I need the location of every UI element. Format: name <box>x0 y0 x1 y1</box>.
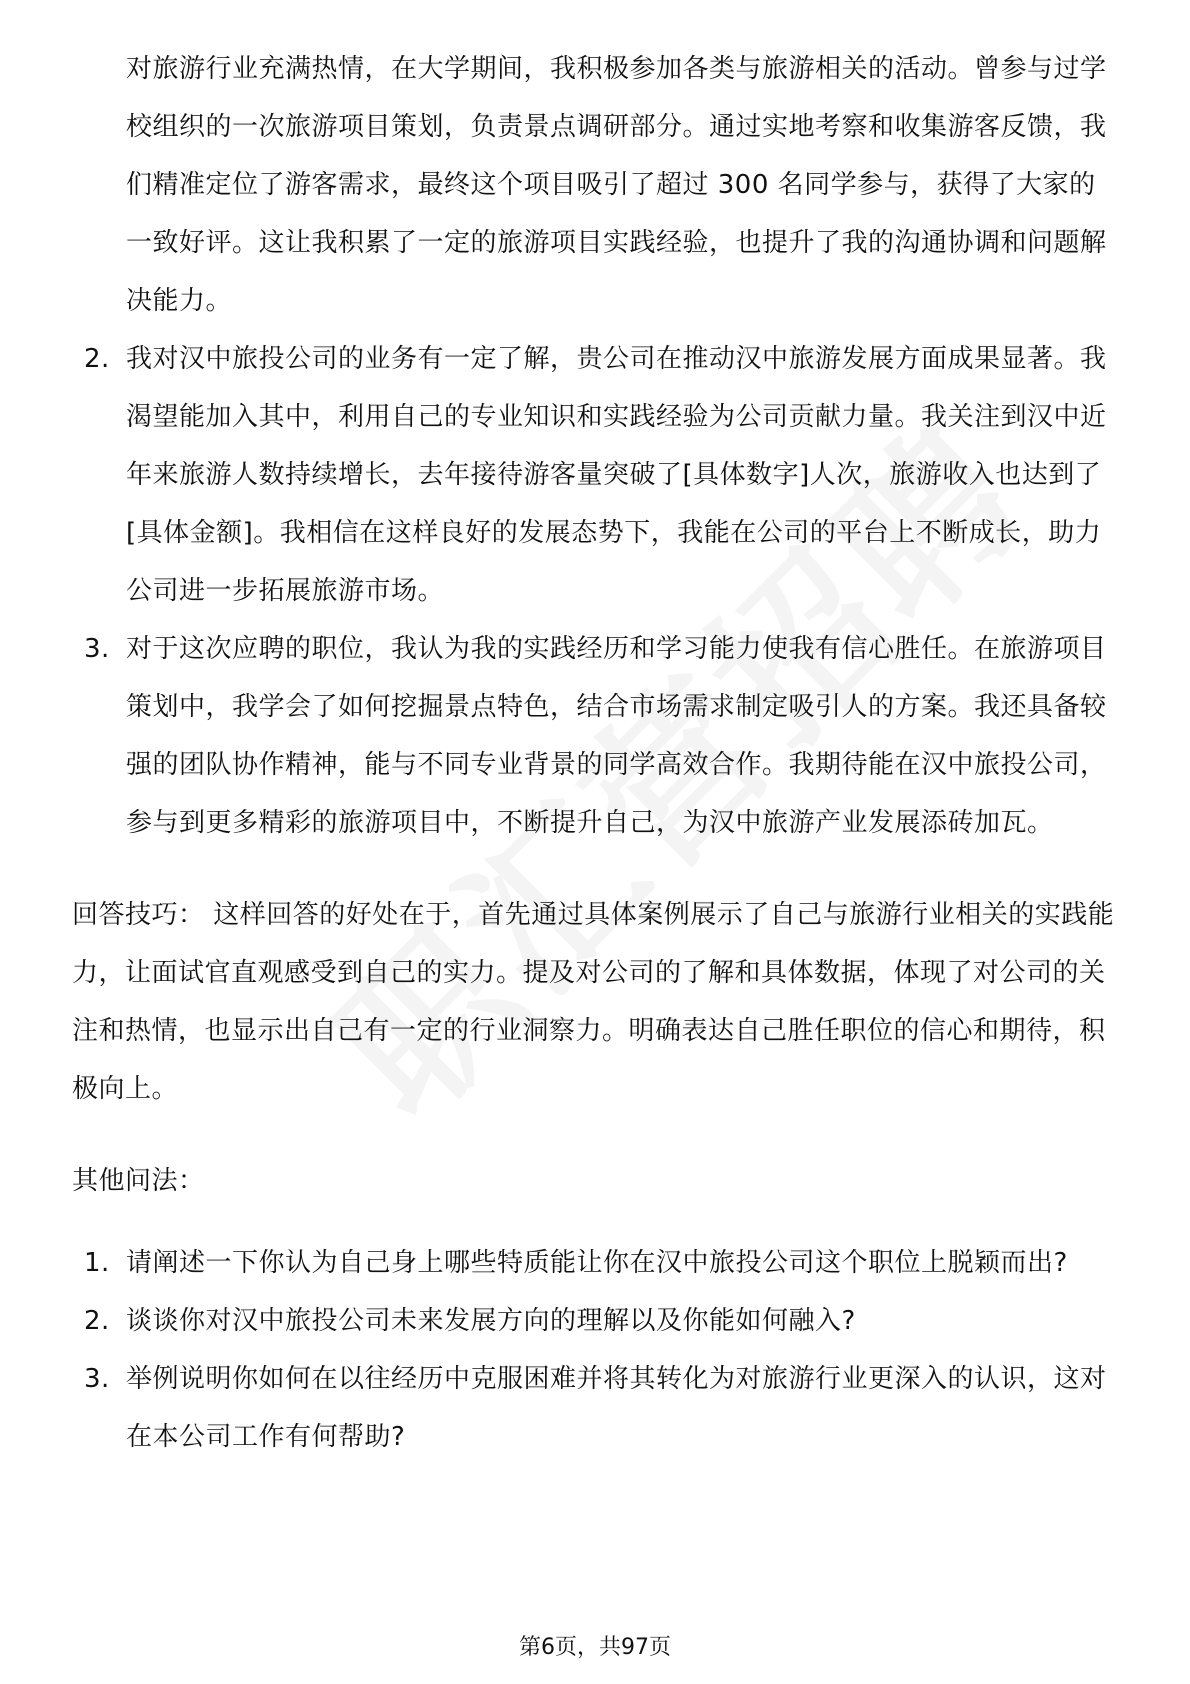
other-question-number: 2. <box>84 1306 110 1336</box>
page-content <box>0 40 1190 1466</box>
answer-tips-paragraph: 回答技巧： 这样回答的好处在于，首先通过具体案例展示了自己与旅游行业相关的实践能力，让面试官直观感受到自己的实力。提及对公司的了解和具体数据，体现了对公司的关注和热情，也显示出自己有一定的行业洞察力。明确表达自己胜任职位的信心和期待，积极向上。 <box>72 900 1115 1104</box>
answer-item-text: 对于这次应聘的职位，我认为我的实践经历和学习能力使我有信心胜任。在旅游项目策划中，我学会了如何挖掘景点特色，结合市场需求制定吸引人的方案。我还具备较强的团队协作精神，能与不同专业背景的同学高效合作。我期待能在汉中旅投公司，参与到更多精彩的旅游项目中，不断提升自己，为汉中旅游产业发展添砖加瓦。 <box>126 634 1107 838</box>
answer-item-number: 3. <box>84 634 110 664</box>
other-questions-heading: 其他问法： <box>72 1166 205 1196</box>
other-question-item <box>84 1234 1116 1292</box>
answer-item-2 <box>84 330 1116 620</box>
other-question-text: 谈谈你对汉中旅投公司未来发展方向的理解以及你能如何融入? <box>126 1306 856 1336</box>
other-question-number: 3. <box>84 1364 110 1394</box>
other-question-item <box>84 1350 1116 1466</box>
answer-item-number: 2. <box>84 344 110 374</box>
other-question-number: 1. <box>84 1248 110 1278</box>
answer-item-3 <box>84 620 1116 852</box>
answer-item-text: 我对汉中旅投公司的业务有一定了解，贵公司在推动汉中旅游发展方面成果显著。我渴望能加入其中，利用自己的专业知识和实践经验为公司贡献力量。我关注到汉中近年来旅游人数持续增长，去年接待游客量突破了[具体数字]人次，旅游收入也达到了[具体金额]。我相信在这样良好的发展态势下，我能在公司的平台上不断成长，助力公司进一步拓展旅游市场。 <box>126 344 1107 606</box>
other-question-text: 请阐述一下你认为自己身上哪些特质能让你在汉中旅投公司这个职位上脱颖而出? <box>126 1248 1068 1278</box>
other-questions-list <box>0 1234 1190 1466</box>
answer-item-1-text: 对旅游行业充满热情，在大学期间，我积极参加各类与旅游相关的活动。曾参与过学校组织的一次旅游项目策划，负责景点调研部分。通过实地考察和收集游客反馈，我们精准定位了游客需求，最终这个项目吸引了超过 300 名同学参与，获得了大家的一致好评。这让我积累了一定的旅游项目实践经验，也提升了我的沟通协调和问题解决能力。 <box>126 54 1107 316</box>
answer-list <box>0 330 1190 852</box>
other-question-text: 举例说明你如何在以往经历中克服困难并将其转化为对旅游行业更深入的认识，这对在本公司工作有何帮助? <box>126 1364 1107 1452</box>
page-number-footer: 第6页，共97页 <box>519 1635 671 1660</box>
other-question-item <box>84 1292 1116 1350</box>
answer-item-1-continuation <box>126 40 1116 330</box>
